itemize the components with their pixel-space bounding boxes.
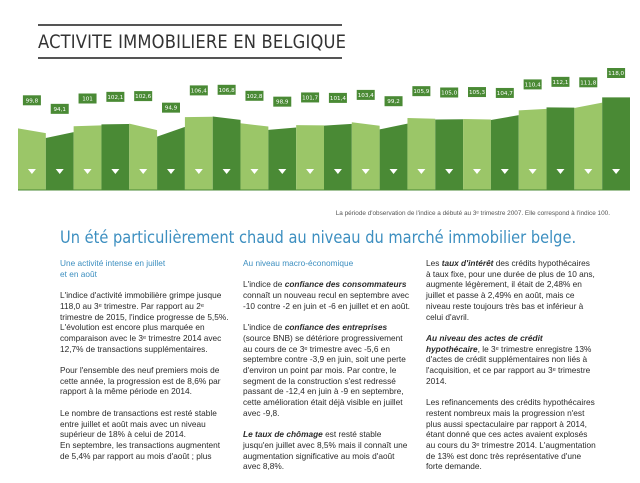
- value-label: 102,8: [246, 93, 263, 100]
- chart-column: [435, 119, 463, 190]
- col1-subtitle-line2: et en août: [60, 268, 97, 279]
- text-run: , le 3ᵉ trimestre enregistre 13% d'actes de crédit supplémentaires non liés à l'acquisition, et ce par rapport au 3ᵉ trimestre 2014.: [426, 343, 592, 386]
- value-label: 118,0: [608, 71, 625, 77]
- value-label: 104,7: [496, 90, 513, 97]
- value-label: 102,1: [107, 94, 124, 101]
- value-label: 106,8: [218, 87, 235, 94]
- index-chart: [0, 71, 640, 200]
- value-label: 103,4: [357, 92, 374, 99]
- chart-column: [296, 125, 324, 190]
- headline: Un été particulièrement chaud au niveau du marché immobilier belge.: [60, 228, 577, 248]
- chart-column: [547, 107, 575, 190]
- col1-subtitle: [60, 258, 230, 279]
- chart-column: [463, 119, 491, 190]
- title-rule-bottom: [38, 57, 342, 59]
- emphasis: confiance des entreprises: [284, 322, 388, 333]
- chart-column: [519, 109, 547, 190]
- text-run: (source BNB) se détériore progressivement au cours de ce 3ᵉ trimestre avec -5,6 en septembre contre -3,9 en juin, soit une perte d'environ un point par mois. Par contre, le segment de la construction s'est redressé passant de -12,4 en juin à -9 en septembre, cette amélioration était déjà visible en juillet avec -9,8.: [243, 332, 406, 418]
- col2-paragraph-2: [243, 322, 413, 418]
- text-run: L'indice de: [243, 279, 285, 290]
- value-label: 101: [82, 96, 93, 103]
- value-label: 94,1: [53, 106, 66, 113]
- chart-column: [101, 124, 129, 190]
- chart-column: [129, 124, 157, 190]
- chart-column: [241, 123, 269, 190]
- chart-column: [268, 127, 296, 190]
- value-label: 98,9: [276, 99, 289, 106]
- col1-paragraph-2: Pour l'ensemble des neuf premiers mois de cette année, la progression est de 8,6% par rapport à la même période en 2014.: [60, 365, 221, 397]
- chart-column: [18, 128, 46, 190]
- col1-paragraph-4: En septembre, les transactions augmentent de 5,4% par rapport au mois d'août ; plus: [60, 439, 221, 461]
- text-run: L'indice de: [243, 322, 285, 333]
- emphasis: Le taux de chômage: [243, 429, 323, 440]
- col3-paragraph-3: Les refinancements des crédits hypothécaires restent nombreux mais la progression n'est plus aussi spectaculaire par rapport à 2014, étant donné que ces actes avaient explosés au cours du 3ᵉ trimestre 2014. L'augmentation de 13% est donc très représentative d'une forte demande.: [426, 397, 596, 472]
- chart-column: [407, 118, 435, 190]
- value-label: 105,9: [413, 89, 430, 96]
- value-label: 106,4: [190, 88, 207, 95]
- value-label: 102,6: [135, 94, 152, 101]
- chart-column: [213, 116, 241, 190]
- col2-subtitle: Au niveau macro-économique: [243, 258, 354, 268]
- chart-column: [157, 127, 185, 190]
- chart-column: [185, 117, 213, 190]
- text-run: connaît un nouveau recul en septembre avec -10 contre -2 en juin et -6 en juillet et en août.: [243, 290, 410, 311]
- emphasis: confiance des consommateurs: [284, 279, 407, 290]
- text-run: est resté stable jusqu'en juillet avec 8,5% mais il connaît une augmentation significative au mois d'août avec 8,8%.: [243, 429, 408, 472]
- value-label: 110,4: [524, 82, 541, 89]
- value-label: 105,3: [468, 90, 486, 97]
- chart-column: [574, 103, 602, 190]
- col3-paragraph-2: [426, 333, 596, 387]
- value-label: 101,4: [329, 95, 346, 102]
- text-run: des crédits hypothécaires à taux fixe, pour une durée de plus de 10 ans, augmente légèrement, il était de 2,48% en juillet et passe à 2,49% en août, mais ce niveau reste toujours très bas et inférieur à celui d'avril.: [426, 258, 595, 322]
- text-run: Les: [426, 258, 442, 268]
- col2-paragraph-1: [243, 279, 413, 311]
- chart-column: [46, 132, 74, 190]
- col1-paragraph-1: L'indice d'activité immobilière grimpe jusque 118,0 au 3ᵉ trimestre. Par rapport au 2ᵉ trimestre de 2015, l'indice progresse de 5,5%. L'évolution est encore plus marquée en comparaison avec le 3ᵉ trimestre 2014 avec 12,7% de transactions supplémentaires.: [60, 290, 229, 354]
- title-rule-top: [38, 24, 342, 26]
- col1-subtitle-line1: Une activité intense en juillet: [60, 258, 166, 268]
- column-2: [243, 258, 413, 483]
- value-label: 99,2: [387, 99, 400, 106]
- chart-column: [352, 122, 380, 190]
- emphasis: Au niveau des actes de crédit hypothécaire: [426, 332, 543, 354]
- value-label: 105,0: [441, 90, 458, 97]
- column-1: [60, 258, 230, 472]
- chart-column: [324, 124, 352, 190]
- value-label: 112,1: [552, 79, 569, 86]
- value-label: 99,8: [25, 98, 39, 105]
- page-title: ACTIVITE IMMOBILIERE EN BELGIQUE: [38, 31, 347, 53]
- col3-paragraph-1: [426, 258, 596, 322]
- col1-paragraph-3: Le nombre de transactions est resté stable entre juillet et août mais avec un niveau supérieur de 18% à celui de 2014.: [60, 407, 217, 440]
- value-label: 101,7: [302, 95, 319, 102]
- col2-paragraph-3: [243, 429, 413, 472]
- chart-column: [74, 125, 102, 190]
- emphasis: taux d'intérêt: [441, 258, 494, 268]
- chart-column: [491, 115, 519, 190]
- chart-column: [602, 97, 630, 190]
- chart-column: [380, 124, 408, 190]
- column-3: [426, 258, 596, 483]
- value-label: 111,8: [580, 80, 597, 87]
- value-label: 94,9: [164, 105, 178, 112]
- chart-note: La période d'observation de l'indice a débuté au 3ᵉ trimestre 2007. Elle correspond à l'indice 100.: [335, 210, 610, 217]
